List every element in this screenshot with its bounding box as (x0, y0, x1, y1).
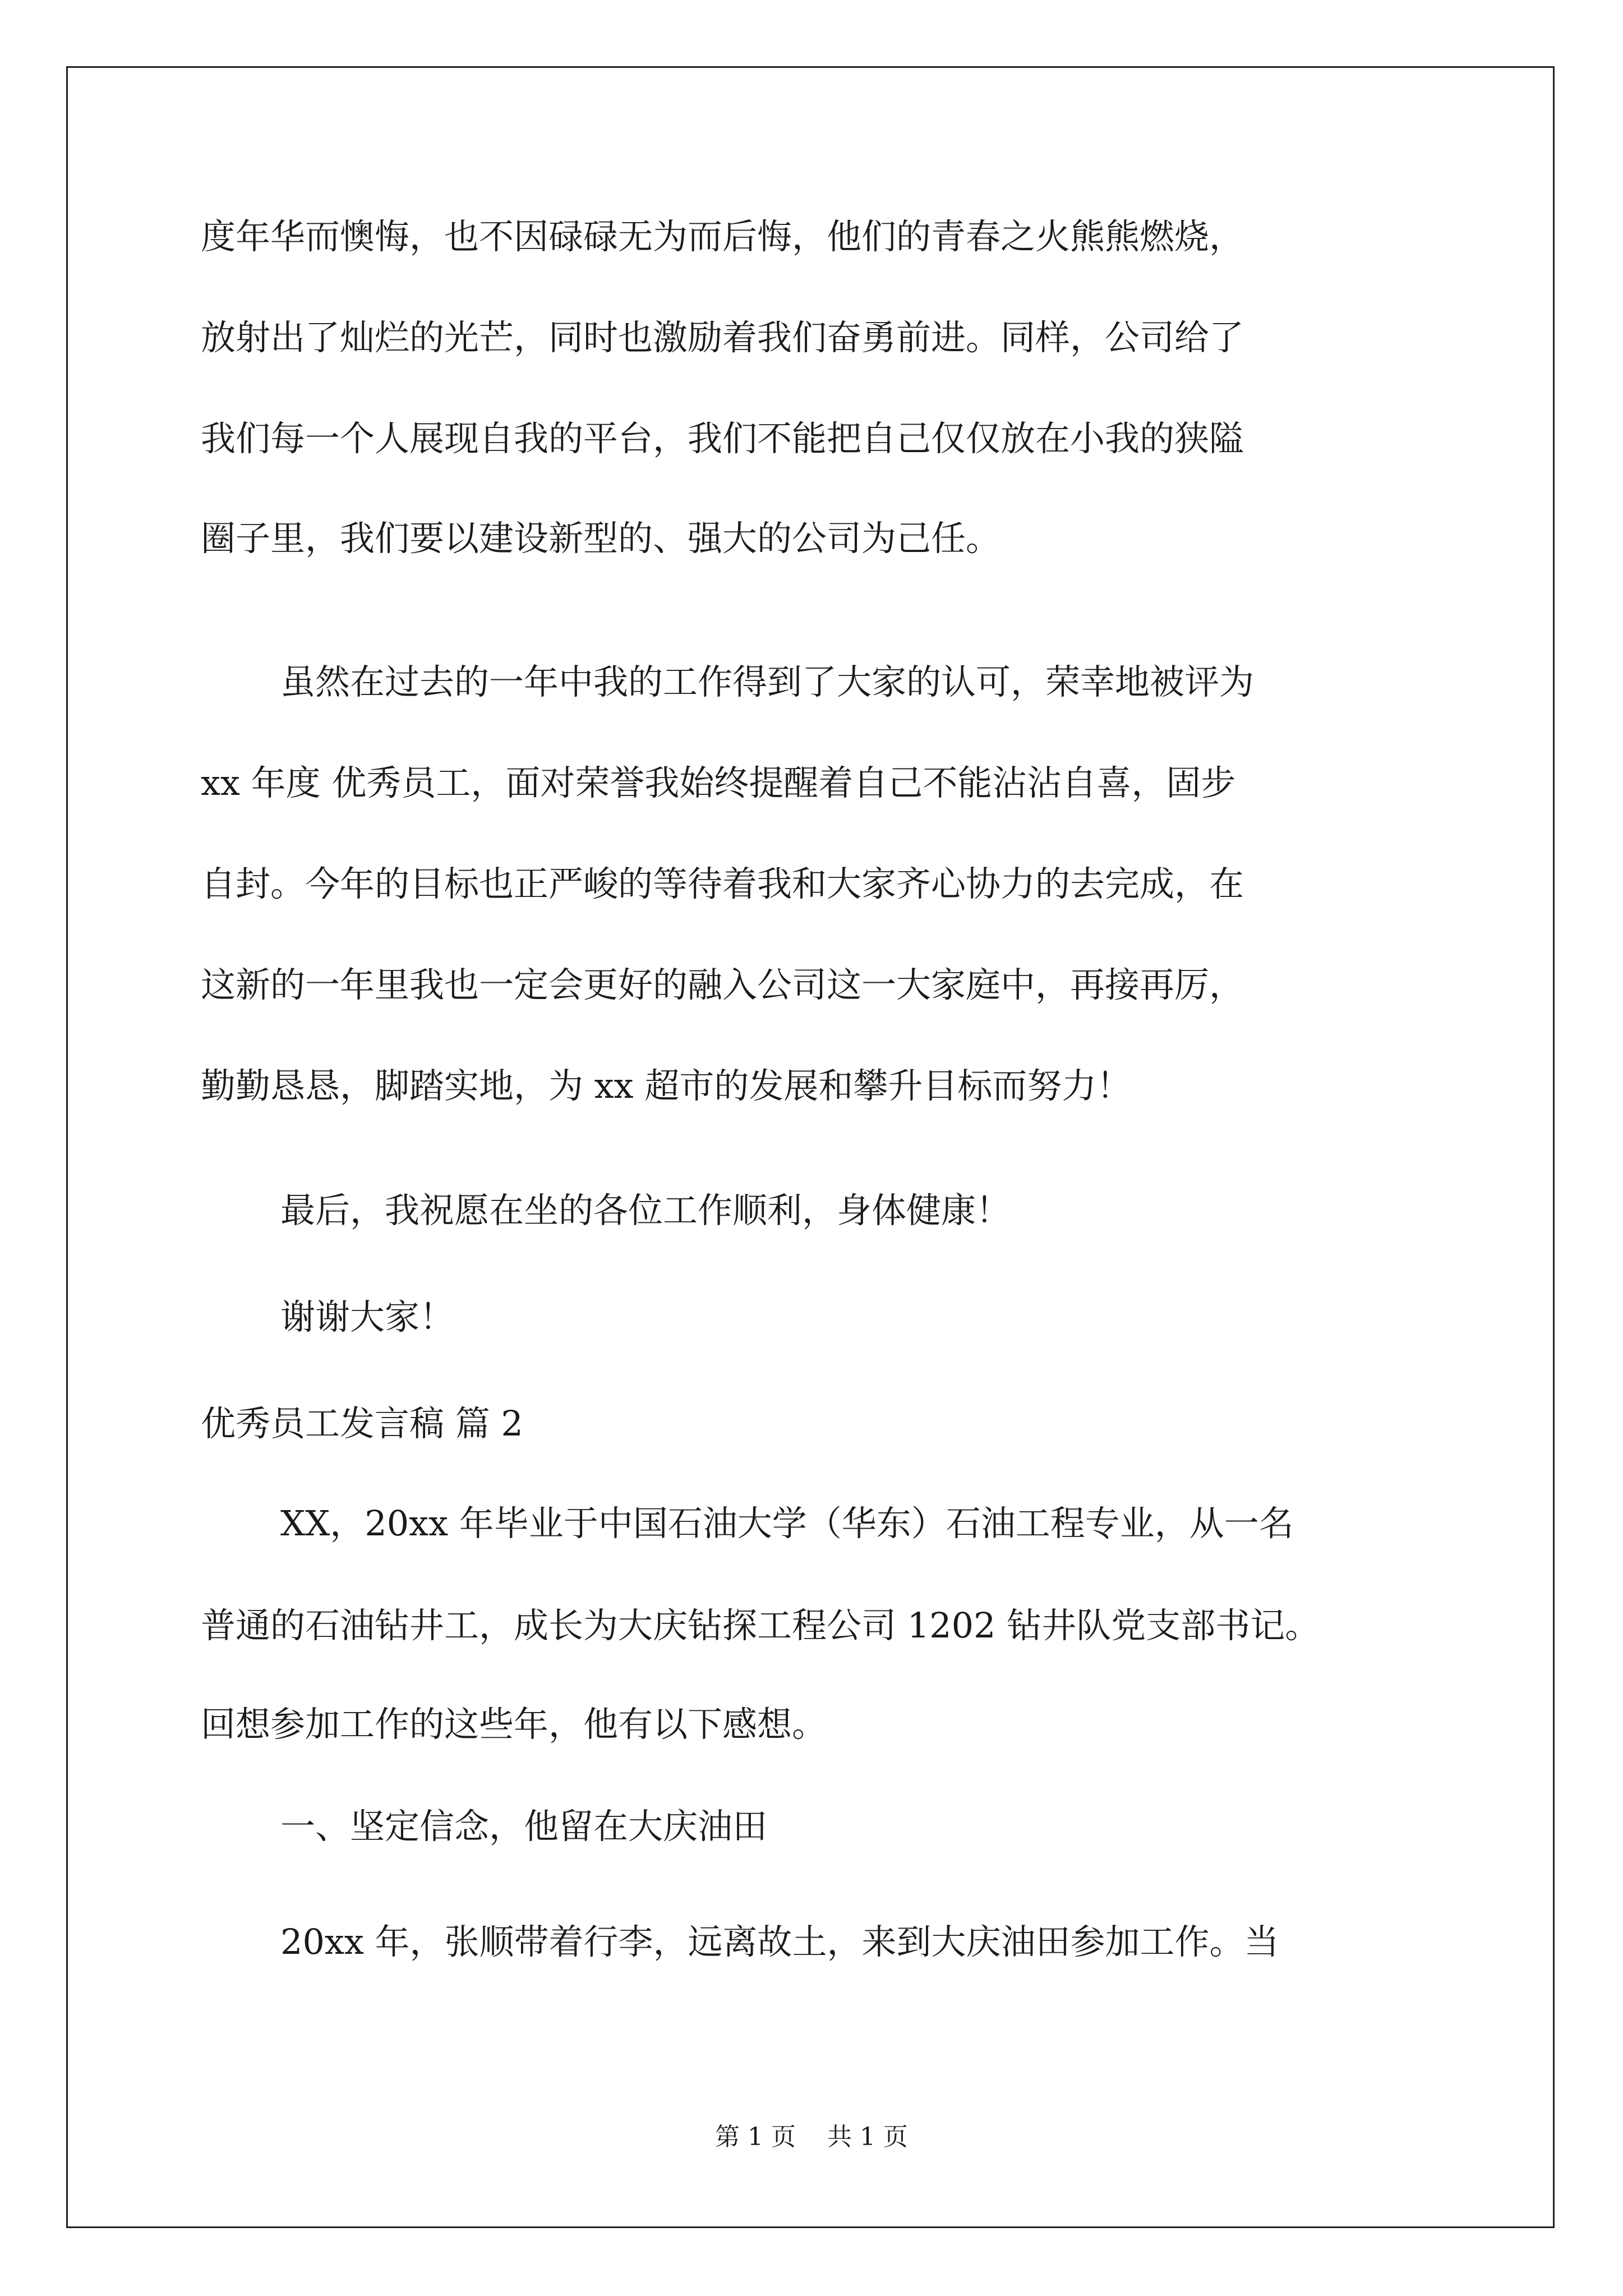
paragraph-line: 20xx 年，张顺带着行李，远离故土，来到大庆油田参加工作。当 (280, 1921, 1279, 1962)
paragraph-line: 这新的一年里我也一定会更好的融入公司这一大家庭中，再接再厉， (201, 964, 1244, 1005)
page-footer: 第 1 页 共 1 页 (715, 2123, 908, 2151)
paragraph-line: 圈子里，我们要以建设新型的、强大的公司为己任。 (201, 518, 1001, 559)
paragraph-line: xx 年度 优秀员工，面对荣誉我始终提醒着自己不能沾沾自喜，固步 (201, 762, 1236, 803)
paragraph-line: 度年华而懊悔，也不因碌碌无为而后悔，他们的青春之火熊熊燃烧， (201, 216, 1244, 257)
paragraph-line: 普通的石油钻井工，成长为大庆钻探工程公司 1202 钻井队党支部书记。 (201, 1605, 1320, 1646)
paragraph-line: 虽然在过去的一年中我的工作得到了大家的认可，荣幸地被评为 (280, 661, 1255, 702)
paragraph-line: 我们每一个人展现自我的平台，我们不能把自己仅仅放在小我的狭隘 (201, 418, 1244, 459)
paragraph-line: XX，20xx 年毕业于中国石油大学（华东）石油工程专业，从一名 (280, 1503, 1294, 1544)
paragraph-line: 勤勤恳恳，脚踏实地，为 xx 超市的发展和攀升目标而努力！ (201, 1065, 1132, 1106)
section-heading: 优秀员工发言稿 篇 2 (201, 1403, 523, 1444)
paragraph-line: 回想参加工作的这些年，他有以下感想。 (201, 1704, 827, 1745)
page-border (66, 66, 1555, 2228)
paragraph-line: 放射出了灿烂的光芒，同时也激励着我们奋勇前进。同样，公司给了 (201, 317, 1244, 358)
paragraph-line: 谢谢大家！ (280, 1296, 455, 1337)
paragraph-line: 自封。今年的目标也正严峻的等待着我和大家齐心协力的去完成，在 (201, 863, 1244, 904)
paragraph-line: 最后，我祝愿在坐的各位工作顺利，身体健康！ (280, 1190, 1011, 1231)
paragraph-line: 一、坚定信念，他留在大庆油田 (280, 1806, 768, 1847)
